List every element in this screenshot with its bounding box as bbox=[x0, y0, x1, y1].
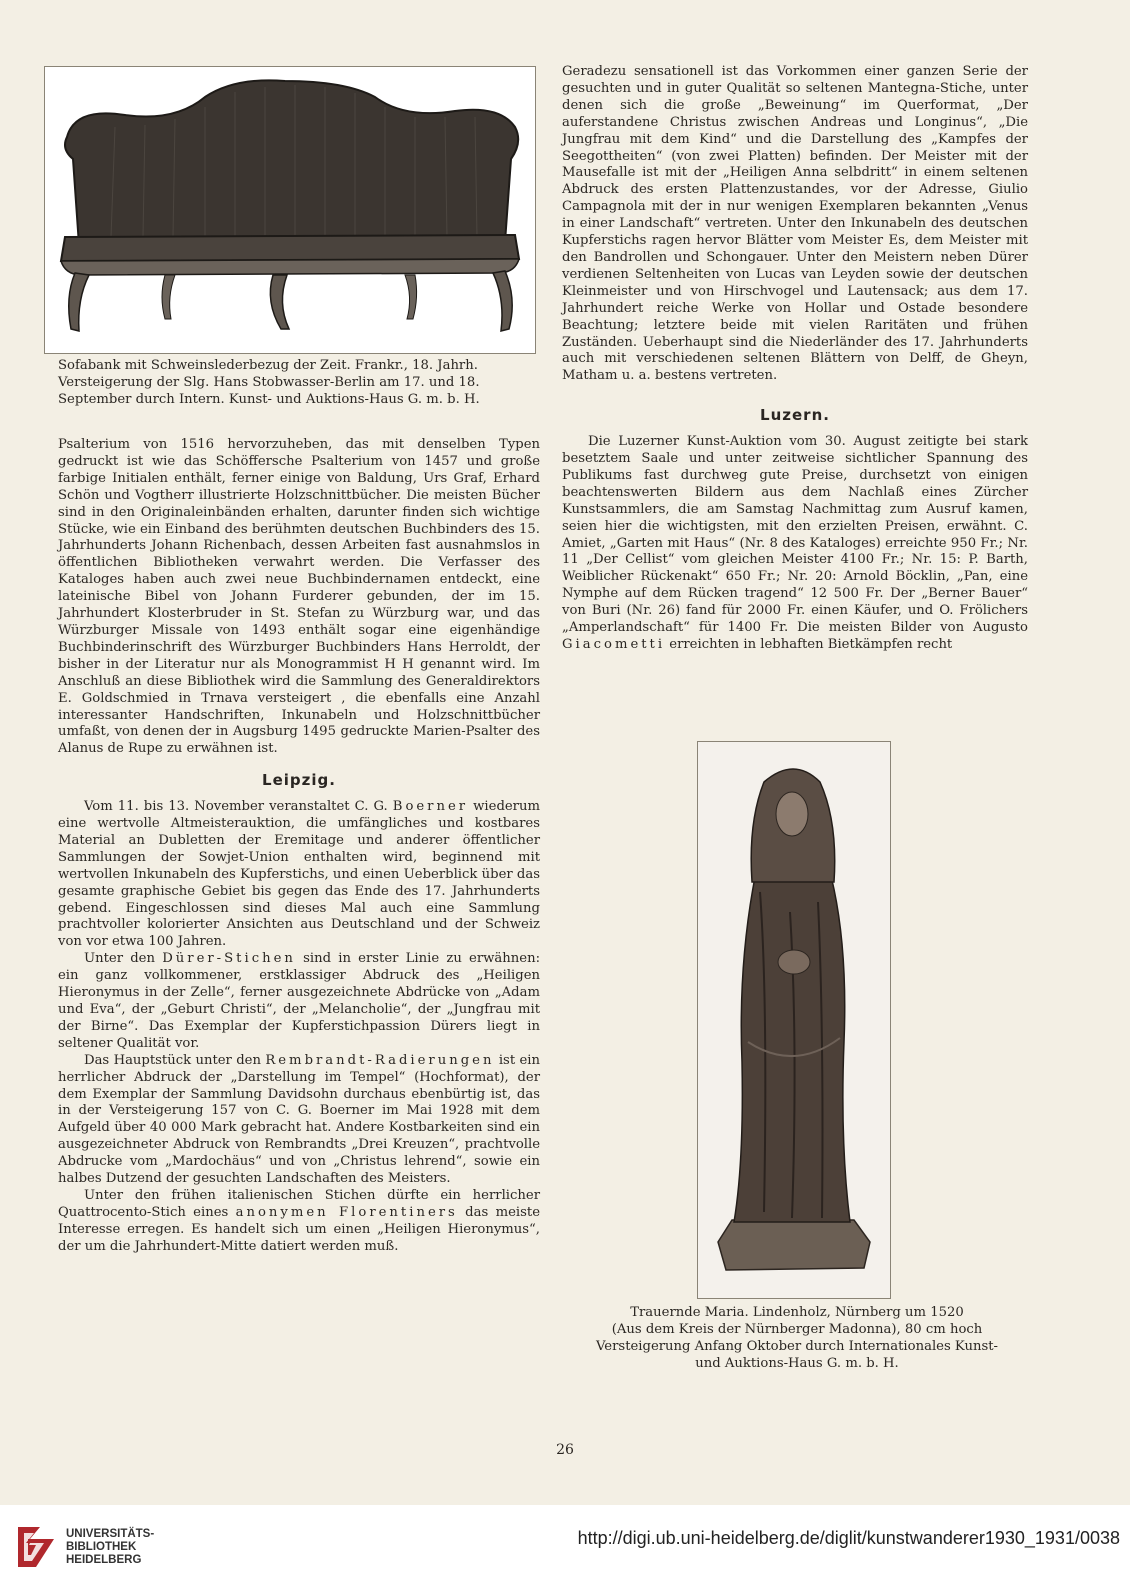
sofa-caption bbox=[58, 358, 538, 409]
spaced-name: Giacometti bbox=[562, 637, 666, 652]
statue-photo bbox=[697, 741, 891, 1299]
caption-line: und Auktions-Haus G. m. b. H. bbox=[695, 1355, 899, 1371]
page-number: 26 bbox=[556, 1442, 574, 1458]
statue-illustration bbox=[698, 742, 890, 1298]
text-run: wiederum eine wertvolle Altmeisterauktion, die umfängliches und kostbares Material an Dubletten der Eremitage und anderer öffentlicher Sammlungen der Sowjet-Union enthalten wird, beginnend mit wertvollen Inkunabeln des Kupferstichs, und einen Ueberblick über das gesamte graphische Gebiet bis gegen das Ende des 17. Jahrhunderts gebend. Eingeschlossen sind dieses Mal auch eine Sammlung prachtvoller kolorierter Ansichten aus Deutschland und der Schweiz von vor etwa 100 Jahren. bbox=[58, 799, 540, 950]
body-paragraph bbox=[562, 434, 1028, 654]
text-run: Vom 11. bis 13. November veranstaltet C. G. bbox=[84, 799, 393, 815]
section-heading-luzern: Luzern. bbox=[760, 406, 830, 425]
caption-line: Versteigerung Anfang Oktober durch Internationales Kunst- bbox=[596, 1338, 998, 1354]
body-paragraph bbox=[58, 1053, 540, 1188]
body-paragraph bbox=[58, 799, 540, 951]
caption-line: Versteigerung der Slg. Hans Stobwasser-Berlin am 17. und 18. bbox=[58, 374, 480, 390]
text-run: das meiste Interesse erregen. Es handelt sich um einen „Heiligen Hieronymus“, der um die Jahrhundert-Mitte datiert werden muß. bbox=[58, 1204, 541, 1254]
right-column bbox=[562, 64, 1028, 654]
sofa-illustration bbox=[45, 67, 535, 353]
left-column bbox=[58, 437, 540, 1256]
statue-caption bbox=[566, 1305, 1028, 1373]
body-paragraph: Geradezu sensationell ist das Vorkommen einer ganzen Serie der gesuchten und in guter Qualität so seltenen Mantegna-Stiche, unter denen sich die große „Beweinung“ im Querformat, „Der auferstandene Christus zwischen Andreas und Longinus“, „Die Jungfrau mit dem Kind“ und die Darstellung des „Kampfes der Seegottheiten“ (von zwei Platten) befinden. Der Meister mit der Mausefalle ist mit der „Heiligen Anna selbdritt“ in einem seltenen Abdruck des ersten Plattenzustandes, vor der Adresse, Giulio Campagnola mit der in nur wenigen Exemplaren bekannten „Venus in einer Landschaft“ vertreten. Unter den Inkunabeln des deutschen Kupferstichs ragen hervor Blätter vom Meister Es, dem Meister mit den Bandrollen und Schongauer. Unter den Meistern neben Dürer verdienen Seltenheiten von Lucas van Leyden sowie der deutschen Kleinmeister und von Hirschvogel und Lautensack; aus dem 17. Jahrhundert reiche Werke von Hollar und Ostade besondere Beachtung; letztere beide mit vielen Raritäten und frühen Zuständen. Ueberhaupt sind die Niederländer des 17. Jahrhunderts auch mit verschiedenen seltenen Blättern von Delff, de Gheyn, Matham u. a. bestens vertreten. bbox=[562, 64, 1028, 384]
library-name bbox=[66, 1528, 154, 1567]
library-logo-icon bbox=[14, 1523, 58, 1571]
body-paragraph bbox=[58, 1188, 540, 1256]
spaced-name: Dürer-Stichen bbox=[162, 951, 296, 967]
library-name-line: BIBLIOTHEK bbox=[66, 1541, 137, 1553]
text-run: sind in erster Linie zu erwähnen: ein ganz vollkommener, erstklassiger Abdruck des „Heiligen Hieronymus in der Zelle“, ferner ausgezeichnete Abdrücke von „Adam und Eva“, der „Geburt Christi“, der „Melancholie“, der „Jungfrau mit der Birne“. Das Exemplar der Kupferstichpassion Dürers liegt in seltener Qualität vor. bbox=[58, 951, 541, 1051]
body-paragraph: Psalterium von 1516 hervorzuheben, das mit denselben Typen gedruckt ist wie das Schöffersche Psalterium von 1457 und große farbige Initialen enthält, ferner einige von Baldung, Urs Graf, Erhard Schön und Vogtherr illustrierte Holzschnittbücher. Die meisten Bücher sind in den Originaleinbänden erhalten, darunter finden sich wichtige Stücke, wie ein Einband des berühmten deutschen Buchbinders des 15. Jahrhunderts Johann Richenbach, dessen Arbeiten fast ausnahmslos in öffentlichen Bibliotheken verwahrt werden. Die Verfasser des Kataloges haben auch zwei neue Buchbindernamen entdeckt, eine lateinische Bibel von Johann Furderer gebunden, der im 15. Jahrhundert Klosterbruder in St. Stefan zu Würzburg war, und das Würzburger Missale von 1493 enthält sogar eine eigenhändige Buchbinderinschrift des Würzburger Buchbinders Hans Herroldt, der bisher in der Literatur nur als Monogrammist H H genannt wird. Im Anschluß an diese Bibliothek wird die Sammlung des Generaldirektors E. Goldschmied in Trnava versteigert , die ebenfalls eine Anzahl interessanter Handschriften, Inkunabeln und Holzschnittbücher umfaßt, von denen der in Augsburg 1495 gedruckte Marien-Psalter des Alanus de Rupe zu erwähnen ist. bbox=[58, 437, 540, 757]
footer bbox=[0, 1505, 1130, 1591]
spaced-name: Rembrandt-Radierungen bbox=[265, 1052, 495, 1068]
text-run: Das Hauptstück unter den bbox=[84, 1052, 266, 1068]
library-name-line: UNIVERSITÄTS- bbox=[66, 1528, 155, 1540]
text-run: Die Luzerner Kunst-Auktion vom 30. August zeitigte bei stark besetztem Saale und unter zeitweise sichtlicher Spannung des Publikums fast durchweg gute Preise, durchsetzt von einigen beachtenswerten Bildern aus dem Nachlaß eines Zürcher Kunstsammlers, die am Samstag Nachmittag zum Ausruf kamen, seien hier die wichtigsten, mit den erzielten Preisen, erwähnt. C. Amiet, „Garten mit Haus“ (Nr. 8 des Kataloges) erreichte 950 Fr.; Nr. 11 „Der Cellist“ vom gleichen Meister 4100 Fr.; Nr. 15: P. Barth, Weiblicher Rückenakt“ 650 Fr.; Nr. 20: Arnold Böcklin, „Pan, eine Nymphe auf dem Rücken tragend“ 12 500 Fr. Der „Berner Bauer“ von Buri (Nr. 26) fand für 2000 Fr. einen Käufer, und O. Frölichers „Amperlandschaft“ für 1400 Fr. Die meisten Bilder von Augusto bbox=[562, 434, 1028, 636]
text-run: Unter den bbox=[84, 951, 163, 967]
text-run: ist ein herrlicher Abdruck der „Darstellung im Tempel“ (Hochformat), der dem Exemplar der Sammlung Davidsohn durchaus ebenbürtig ist, das in der Versteigerung 157 von C. G. Boerner im Mai 1928 mit dem Aufgeld über 40 000 Mark gebracht hat. Andere Kostbarkeiten sind ein ausgezeichneter Abdruck von Rembrandts „Drei Kreuzen“, prachtvolle Abdrucke vom „Mardochäus“ und von „Christus lehrend“, sowie ein halbes Dutzend der gesuchten Landschaften des Meisters. bbox=[58, 1052, 540, 1187]
spaced-name: anonymen Florentiners bbox=[235, 1204, 458, 1220]
caption-line: (Aus dem Kreis der Nürnberger Madonna), 80 cm hoch bbox=[611, 1321, 983, 1337]
caption-line: Trauernde Maria. Lindenholz, Nürnberg um 1520 bbox=[630, 1305, 964, 1320]
body-paragraph bbox=[58, 951, 540, 1052]
text-run: erreichten in lebhaften Bietkämpfen recht bbox=[665, 637, 953, 652]
library-name-line: HEIDELBERG bbox=[66, 1554, 142, 1566]
section-heading-leipzig: Leipzig. bbox=[262, 771, 336, 790]
caption-line: September durch Intern. Kunst- und Auktions-Haus G. m. b. H. bbox=[58, 391, 480, 407]
sofa-photo bbox=[44, 66, 536, 354]
caption-line: Sofabank mit Schweinslederbezug der Zeit. Frankr., 18. Jahrh. bbox=[58, 358, 478, 373]
text-run: Unter den frühen italienischen Stichen dürfte ein herrlicher Quattrocento-Stich eines bbox=[58, 1187, 540, 1220]
spaced-name: Boerner bbox=[392, 799, 469, 815]
source-url-link[interactable]: http://digi.ub.uni-heidelberg.de/diglit/kunstwanderer1930_1931/0038 bbox=[577, 1528, 1120, 1548]
